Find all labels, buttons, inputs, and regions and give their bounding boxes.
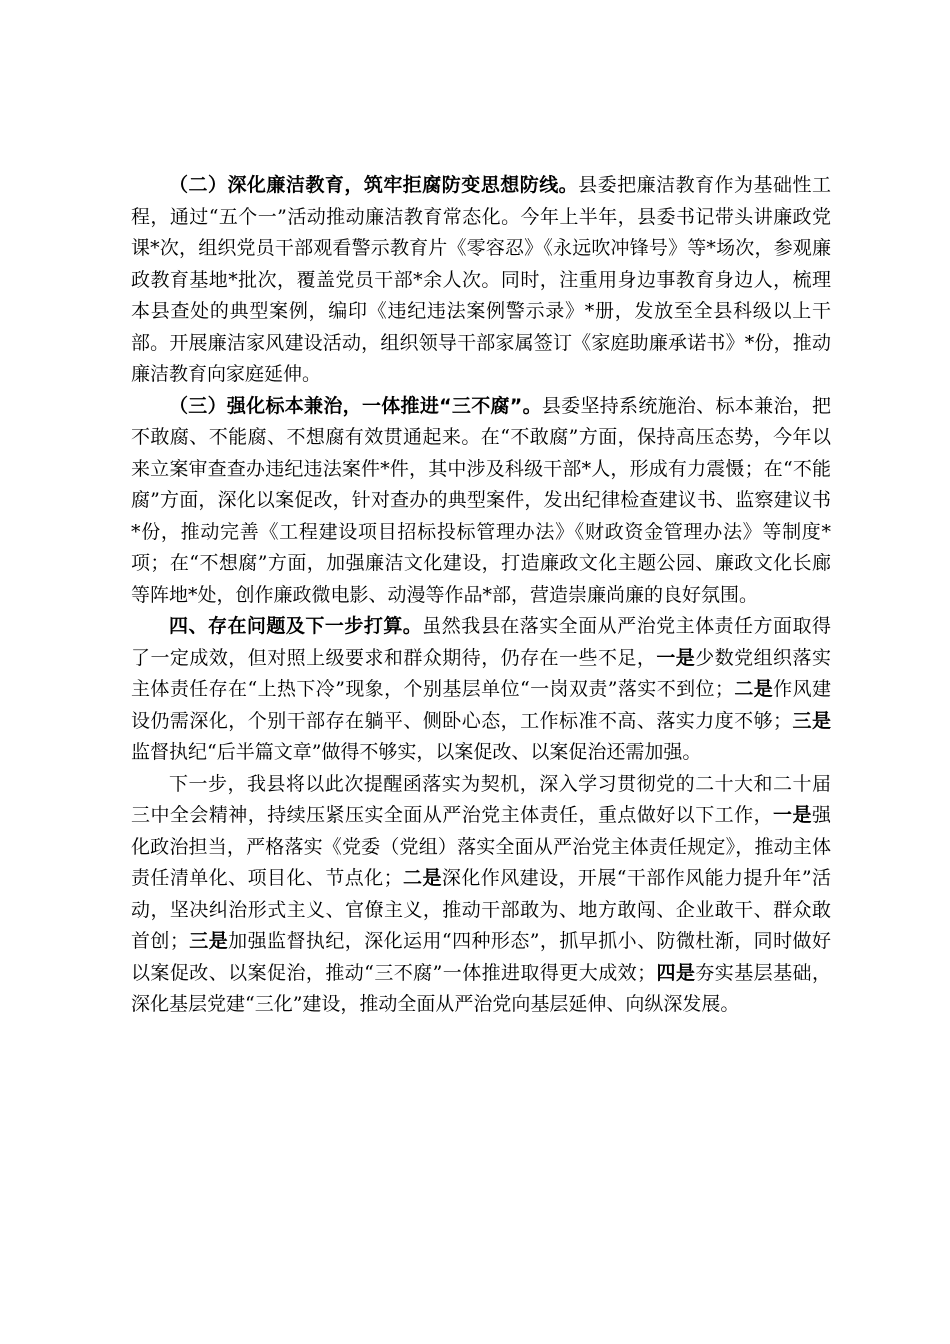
paragraph-text: 监督执纪“后半篇文章”做得不够实，以案促改、以案促治还需加强。	[131, 741, 702, 763]
paragraph-text: 加强监督执纪，深化运用“四种形态”，抓早抓小、防微杜渐，同时做好以案促改、以案促治，推动“三不腐”一体推进取得更大成效；	[131, 930, 831, 984]
section-heading-2: （二）深化廉洁教育，筑牢拒腐防变思想防线。	[169, 174, 579, 196]
enumeration-marker: 二是	[402, 867, 442, 889]
paragraph-text: 少数党组织落实主体责任存在“上热下冷”现象，个别基层单位“一岗双责”落实不到位；	[131, 646, 831, 700]
enumeration-marker: 三是	[188, 930, 229, 952]
enumeration-marker: 一是	[773, 804, 812, 826]
paragraph-text: 强化政治担当，严格落实《党委（党组）落实全面从严治党主体责任规定》，推动主体责任清单化、项目化、节点化；	[131, 804, 831, 889]
paragraph-text: 县委坚持系统施治、标本兼治，把不敢腐、不能腐、不想腐有效贯通起来。在“不敢腐”方面，保持高压态势，今年以来立案审查查办违纪违法案件*件，其中涉及科级干部*人，形成有力震慑；在“不能腐”方面，深化以案促改，针对查办的典型案件，发出纪律检查建议书、监察建议书*份，推动完善《工程建设项目招标投标管理办法》《财政资金管理办法》等制度*项；在“不想腐”方面，加强廉洁文化建设，打造廉政文化主题公园、廉政文化长廊等阵地*处，创作廉政微电影、动漫等作品*部，营造崇廉尚廉的良好氛围。	[131, 394, 831, 606]
paragraph-three-no-corruption	[131, 391, 831, 612]
paragraph-text: 县委把廉洁教育作为基础性工程，通过“五个一”活动推动廉洁教育常态化。今年上半年，县委书记带头讲廉政党课*次，组织党员干部观看警示教育片《零容忍》《永远吹冲锋号》等*场次，参观廉政教育基地*批次，覆盖党员干部*余人次。同时，注重用身边事教育身边人，梳理本县查处的典型案例，编印《违纪违法案例警示录》*册，发放至全县科级以上干部。开展廉洁家风建设活动，组织领导干部家属签订《家庭助廉承诺书》*份，推动廉洁教育向家庭延伸。	[131, 174, 831, 385]
document-body	[131, 170, 831, 1021]
paragraph-text: 夯实基层基础，深化基层党建“三化”建设，推动全面从严治党向基层延伸、向纵深发展。	[131, 961, 831, 1015]
paragraph-text: 虽然我县在落实全面从严治党主体责任方面取得了一定成效，但对照上级要求和群众期待，仍存在一些不足，	[131, 615, 831, 669]
paragraph-text: 深化作风建设，开展“干部作风能力提升年”活动，坚决纠治形式主义、官僚主义，推动干部敢为、地方敢闯、企业敢干、群众敢首创；	[131, 867, 831, 952]
paragraph-text: 下一步，我县将以此次提醒函落实为契机，深入学习贯彻党的二十大和二十届三中全会精神，持续压紧压实全面从严治党主体责任，重点做好以下工作，	[131, 772, 831, 826]
enumeration-marker: 一是	[656, 646, 696, 669]
enumeration-marker: 二是	[733, 678, 774, 700]
paragraph-existing-problems	[131, 611, 831, 769]
paragraph-text: 作风建设仍需深化，个别干部存在躺平、侧卧心态，工作标准不高、落实力度不够；	[131, 678, 831, 732]
enumeration-marker: 三是	[792, 709, 831, 732]
section-heading-4: 四、存在问题及下一步打算。	[169, 615, 423, 637]
enumeration-marker: 四是	[656, 961, 696, 984]
paragraph-next-steps	[131, 769, 831, 1021]
section-heading-3: （三）强化标本兼治，一体推进“三不腐”。	[169, 394, 542, 417]
paragraph-deepen-integrity-education	[131, 170, 831, 391]
